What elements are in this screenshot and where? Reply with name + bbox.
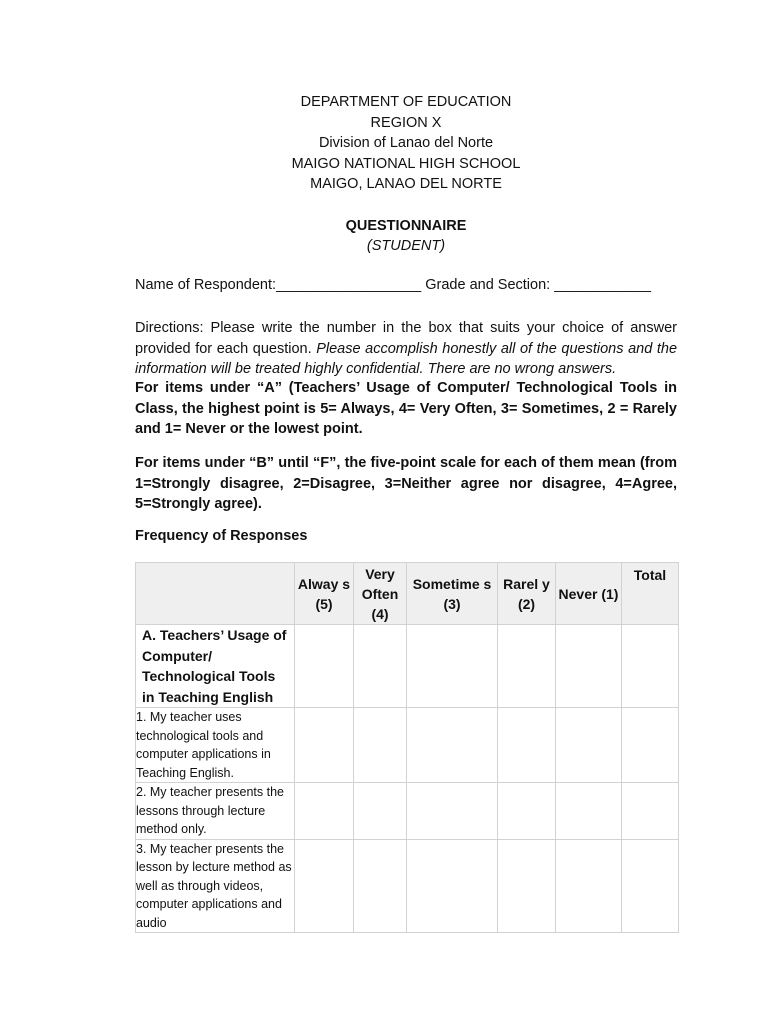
answer-cell[interactable] xyxy=(407,708,498,783)
answer-cell[interactable] xyxy=(295,708,354,783)
section-a-row xyxy=(136,625,679,708)
answer-cell[interactable] xyxy=(407,839,498,933)
answer-cell[interactable] xyxy=(295,783,354,840)
question-3: 3. My teacher presents the lesson by lecture method as well as through videos, computer applications and audio xyxy=(136,839,295,933)
total-cell[interactable] xyxy=(622,625,679,708)
table-row xyxy=(136,708,679,783)
answer-cell[interactable] xyxy=(498,839,556,933)
questionnaire-title-block xyxy=(0,216,768,256)
answer-cell[interactable] xyxy=(407,783,498,840)
answer-cell[interactable] xyxy=(556,839,622,933)
total-cell[interactable] xyxy=(622,783,679,840)
items-a-instructions: For items under “A” (Teachers’ Usage of Computer/ Technological Tools in Class, the highest point is 5= Always, 4= Very Often, 3= Sometimes, 2 = Rarely and 1= Never or the lowest point. xyxy=(135,380,677,437)
total-cell[interactable] xyxy=(622,708,679,783)
grade-label: Grade and Section: xyxy=(421,277,555,293)
answer-cell[interactable] xyxy=(354,783,407,840)
answer-cell[interactable] xyxy=(354,708,407,783)
header-always: Alway s (5) xyxy=(295,563,354,625)
table-row xyxy=(136,839,679,933)
answer-cell[interactable] xyxy=(498,783,556,840)
header-region: REGION X xyxy=(370,114,442,131)
header-school: MAIGO NATIONAL HIGH SCHOOL xyxy=(291,155,521,172)
directions-text: Directions: Please write the number in the box that suits your choice of answer provided for each question. xyxy=(135,320,677,357)
directions-confidential-text: Please accomplish honestly all of the questions and the information will be treated highly confidential. There are no wrong answers. xyxy=(135,340,678,377)
questionnaire-title: QUESTIONNAIRE xyxy=(345,218,467,234)
name-label: Name of Respondent: xyxy=(135,277,277,293)
header-division: Division of Lanao del Norte xyxy=(318,135,494,151)
answer-cell[interactable] xyxy=(407,625,498,708)
answer-cell[interactable] xyxy=(556,783,622,840)
questionnaire-subtitle: (STUDENT) xyxy=(366,238,446,254)
school-header xyxy=(0,92,768,195)
table-header-row xyxy=(136,563,679,625)
respondent-row xyxy=(135,277,680,293)
header-very-often: Very Often (4) xyxy=(354,563,407,625)
answer-cell[interactable] xyxy=(556,708,622,783)
section-a-label: A. Teachers’ Usage of Computer/ Technological Tools in Teaching English xyxy=(136,625,295,708)
header-total: Total xyxy=(622,563,679,625)
header-rarely: Rarel y (2) xyxy=(498,563,556,625)
grade-field[interactable]: ____________ xyxy=(554,277,651,293)
answer-cell[interactable] xyxy=(556,625,622,708)
name-field[interactable]: __________________ xyxy=(276,277,422,293)
question-1: 1. My teacher uses technological tools and computer applications in Teaching English. xyxy=(136,708,295,783)
table-row xyxy=(136,783,679,840)
frequency-heading: Frequency of Responses xyxy=(135,528,308,544)
answer-cell[interactable] xyxy=(295,839,354,933)
header-blank-cell xyxy=(136,563,295,625)
responses-table xyxy=(135,562,679,933)
directions-paragraph xyxy=(135,318,677,380)
header-sometimes: Sometime s (3) xyxy=(407,563,498,625)
answer-cell[interactable] xyxy=(354,625,407,708)
header-address: MAIGO, LANAO DEL NORTE xyxy=(310,176,502,192)
header-department: DEPARTMENT OF EDUCATION xyxy=(300,94,512,110)
answer-cell[interactable] xyxy=(498,708,556,783)
answer-cell[interactable] xyxy=(295,625,354,708)
items-b-instructions: For items under “B” until “F”, the five-point scale for each of them mean (from 1=Strongly disagree, 2=Disagree, 3=Neither agree nor disagree, 4=Agree, 5=Strongly agree). xyxy=(135,455,677,512)
question-2: 2. My teacher presents the lessons through lecture method only. xyxy=(136,783,295,840)
total-cell[interactable] xyxy=(622,839,679,933)
answer-cell[interactable] xyxy=(354,839,407,933)
header-never: Never (1) xyxy=(556,563,622,625)
answer-cell[interactable] xyxy=(498,625,556,708)
